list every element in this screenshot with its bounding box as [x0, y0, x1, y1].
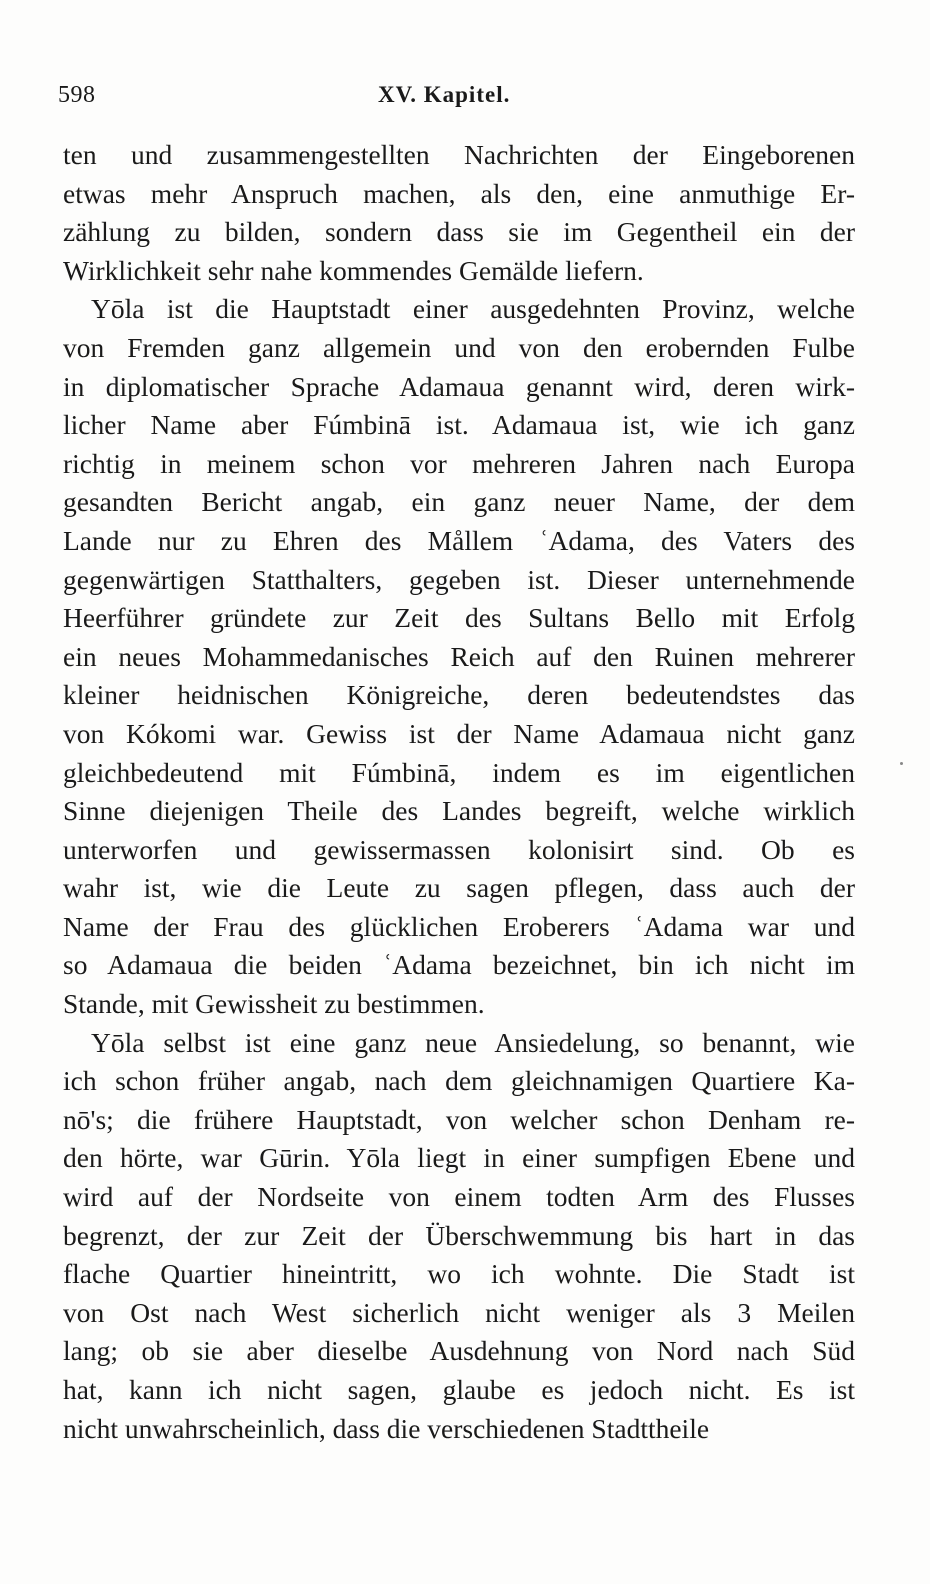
text-line: gesandten Bericht angab, ein ganz neuer Name, der dem: [63, 486, 855, 518]
text-line: von Fremden ganz allgemein und von den erobernden Fulbe: [63, 331, 855, 363]
text-line: Name der Frau des glücklichen Eroberers ʿAdama war und: [63, 910, 855, 942]
paragraph: [63, 136, 855, 290]
text-line: gleichbedeutend mit Fúmbinā, indem es im eigentlichen: [63, 756, 855, 788]
text-line: etwas mehr Anspruch machen, als den, eine anmuthige Er-: [63, 177, 855, 209]
text-line: licher Name aber Fúmbinā ist. Adamaua ist, wie ich ganz: [63, 409, 855, 441]
scan-speck: [900, 762, 903, 765]
text-line: ich schon früher angab, nach dem gleichnamigen Quartiere Ka-: [63, 1065, 855, 1097]
text-line: den hörte, war Gūrin. Yōla liegt in einer sumpfigen Ebene und: [63, 1142, 855, 1174]
text-line: Wirklichkeit sehr nahe kommendes Gemälde liefern.: [63, 254, 644, 286]
text-line: wahr ist, wie die Leute zu sagen pflegen, dass auch der: [63, 872, 855, 904]
text-line: begrenzt, der zur Zeit der Überschwemmung bis hart in das: [63, 1219, 855, 1251]
text-line: in diplomatischer Sprache Adamaua genannt wird, deren wirk-: [63, 370, 855, 402]
text-line: Yōla selbst ist eine ganz neue Ansiedelung, so benannt, wie: [91, 1026, 855, 1058]
text-line: Heerführer gründete zur Zeit des Sultans Bello mit Erfolg: [63, 602, 855, 634]
text-line: zählung zu bilden, sondern dass sie im Gegentheil ein der: [63, 216, 855, 248]
body-text: [63, 136, 855, 1448]
text-line: hat, kann ich nicht sagen, glaube es jedoch nicht. Es ist: [63, 1374, 855, 1405]
text-line: Lande nur zu Ehren des Mållem ʿAdama, des Vaters des: [63, 524, 855, 556]
text-line: gegenwärtigen Statthalters, gegeben ist. Dieser unternehmende: [63, 563, 855, 595]
text-line: nō's; die frühere Hauptstadt, von welcher schon Denham re-: [63, 1103, 855, 1135]
text-line: richtig in meinem schon vor mehreren Jahren nach Europa: [63, 447, 855, 479]
running-head: [58, 82, 858, 122]
text-line: Stande, mit Gewissheit zu bestimmen.: [63, 988, 485, 1020]
text-line: lang; ob sie aber dieselbe Ausdehnung von Nord nach Süd: [63, 1335, 855, 1367]
text-line: so Adamaua die beiden ʿAdama bezeichnet, bin ich nicht im: [63, 949, 855, 981]
text-line: kleiner heidnischen Königreiche, deren bedeutendstes das: [63, 679, 855, 711]
text-line: nicht unwahrscheinlich, dass die verschiedenen Stadttheile: [63, 1412, 710, 1444]
text-line: flache Quartier hineintritt, wo ich wohnte. Die Stadt ist: [63, 1258, 855, 1290]
text-line: Yōla ist die Hauptstadt einer ausgedehnten Provinz, welche: [91, 293, 855, 325]
page-number: 598: [58, 82, 96, 108]
text-line: unterworfen und gewissermassen kolonisirt sind. Ob es: [63, 833, 855, 865]
text-line: ten und zusammengestellten Nachrichten der Eingeborenen: [63, 139, 855, 170]
paragraph: [63, 1024, 855, 1449]
text-line: ein neues Mohammedanisches Reich auf den Ruinen mehrerer: [63, 640, 855, 672]
text-line: Sinne diejenigen Theile des Landes begreift, welche wirklich: [63, 795, 855, 827]
text-line: von Kókomi war. Gewiss ist der Name Adamaua nicht ganz: [63, 717, 855, 749]
text-line: wird auf der Nordseite von einem todten Arm des Flusses: [63, 1181, 855, 1213]
chapter-heading: XV. Kapitel.: [378, 82, 511, 107]
text-line: von Ost nach West sicherlich nicht weniger als 3 Meilen: [63, 1296, 855, 1328]
paragraph: [63, 290, 855, 1023]
